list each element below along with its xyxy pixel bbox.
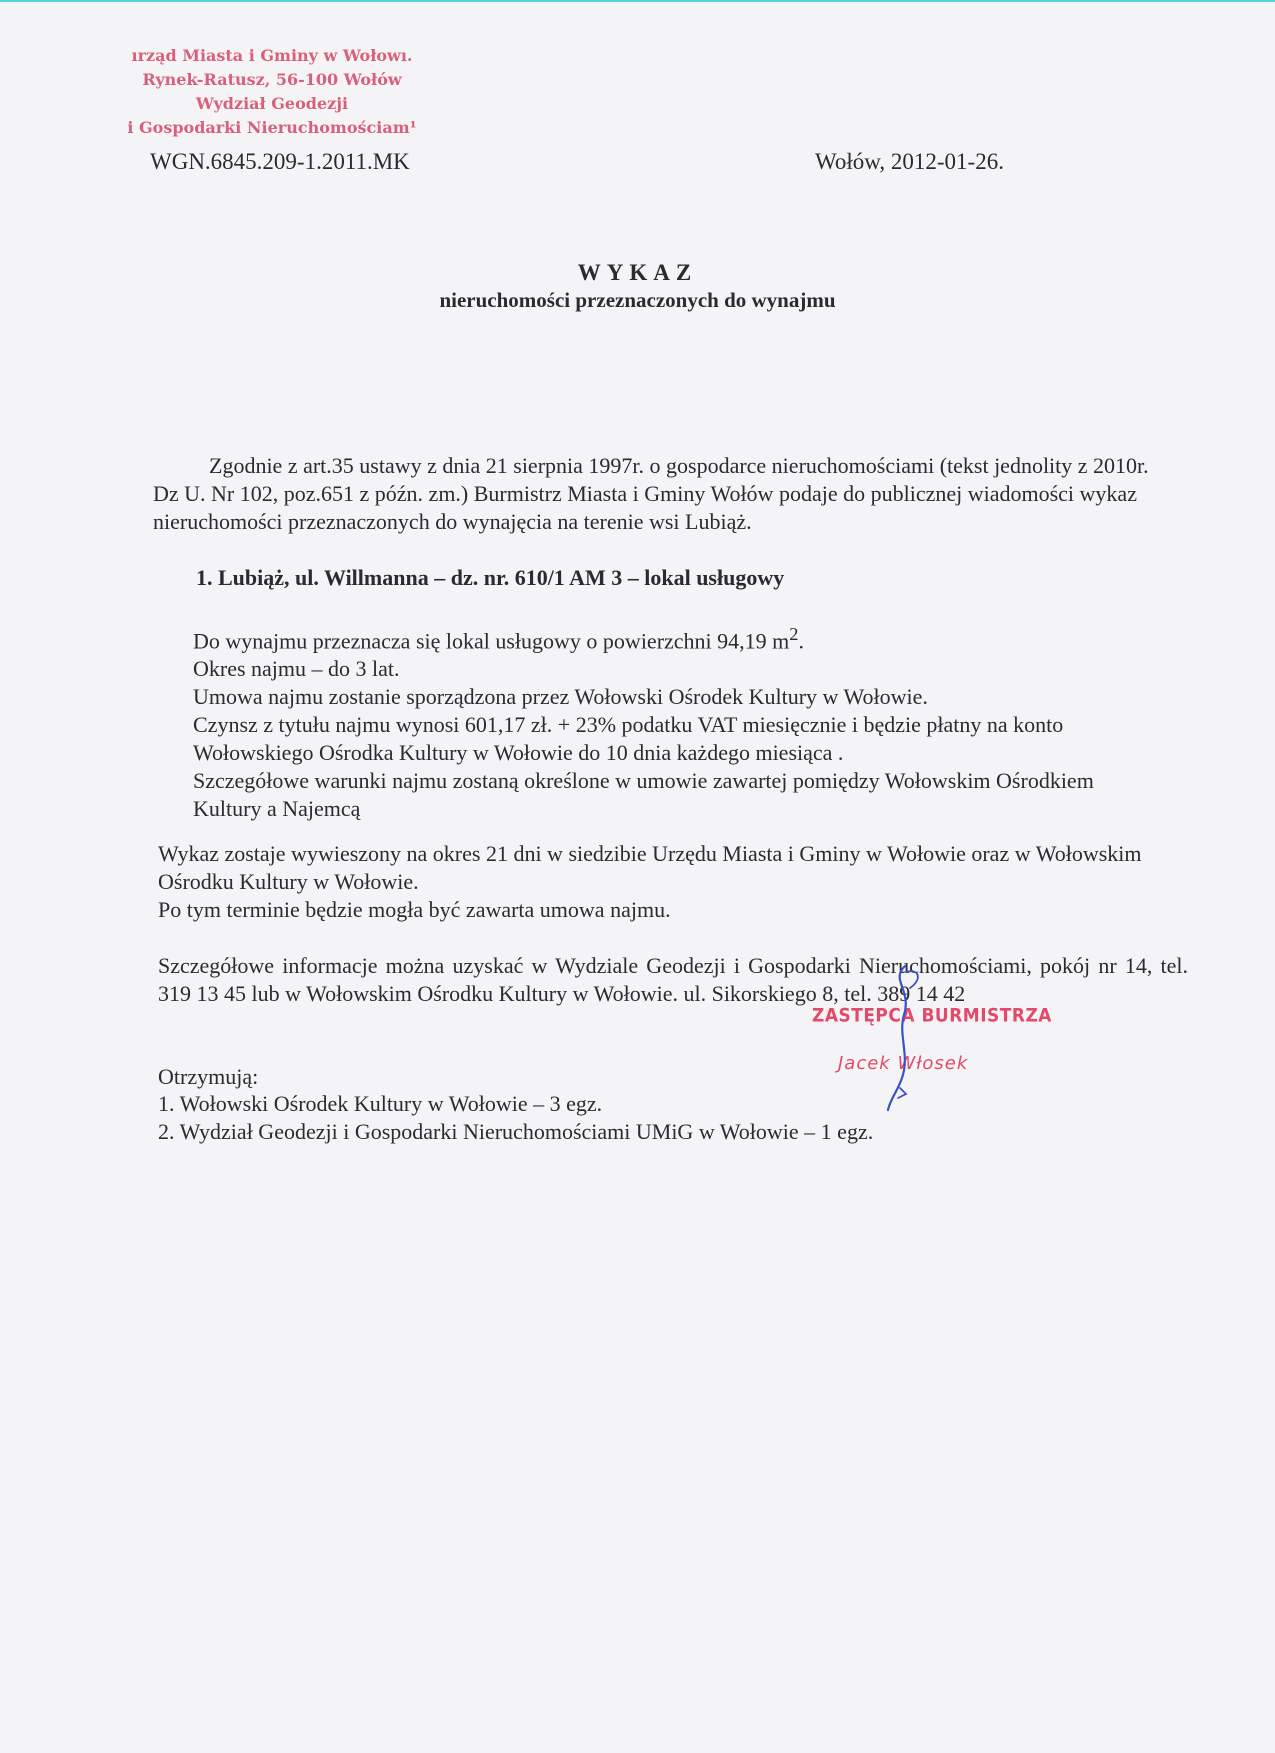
area-text: Do wynajmu przeznacza się lokal usługowy o powierzchni 94,19 m bbox=[193, 628, 790, 654]
intro-text: Zgodnie z art.35 ustawy z dnia 21 sierpnia 1997r. o gospodarce nieruchomościami (tekst jednolity z 2010r. Dz U. Nr 102, poz.651 z późn. zm.) Burmistrz Miasta i Gminy Wołów podaje do publicznej wiadomości wykaz nieruchomości przeznaczonych do wynajęcia na terenie wsi Lubiąż. bbox=[153, 453, 1149, 534]
scan-top-edge bbox=[0, 0, 1275, 2]
signature-stamp-name: Jacek Włosek bbox=[838, 1053, 969, 1074]
document-date: Wołów, 2012-01-26. bbox=[815, 149, 1004, 174]
page-subtitle: nieruchomości przeznaczonych do wynajmu bbox=[439, 288, 836, 312]
posting-line: Po tym terminie będzie mogła być zawarta umowa najmu. bbox=[158, 897, 671, 922]
area-superscript: 2 bbox=[789, 624, 799, 644]
page-title: WYKAZ bbox=[577, 260, 698, 285]
posting-line: Wykaz zostaje wywieszony na okres 21 dni w siedzibie Urzędu Miasta i Gminy w Wołowie oraz w Wołowskim Ośrodku Kultury w Wołowie. bbox=[158, 841, 1142, 894]
signature-stroke-loop bbox=[906, 971, 918, 988]
signature-stroke-main bbox=[888, 966, 906, 1110]
area-line bbox=[193, 620, 1153, 655]
receivers-list bbox=[158, 1090, 873, 1146]
contract-line: Umowa najmu zostanie sporządzona przez Wołowski Ośrodek Kultury w Wołowie. bbox=[193, 684, 928, 710]
office-stamp-line: ırząd Miasta i Gminy w Wołowı. bbox=[131, 46, 413, 65]
list-item: 2. Wydział Geodezji i Gospodarki Nieruchomościami UMiG w Wołowie – 1 egz. bbox=[158, 1119, 874, 1144]
signature-stamp-title: ZASTĘPCA BURMISTRZA bbox=[812, 1005, 1052, 1027]
intro-paragraph bbox=[153, 452, 1153, 536]
rental-period: Okres najmu – do 3 lat. bbox=[193, 656, 400, 682]
signature-stroke-tail bbox=[898, 1088, 906, 1098]
terms-line: Szczegółowe warunki najmu zostaną określone w umowie zawartej pomiędzy Wołowskim Ośrodkiem Kultury a Najemcą bbox=[193, 768, 1094, 822]
posting-paragraph bbox=[158, 840, 1168, 924]
receivers-label: Otrzymują: bbox=[158, 1064, 259, 1089]
handwritten-signature bbox=[860, 960, 940, 1120]
list-item: 1. Wołowski Ośrodek Kultury w Wołowie – 3 egz. bbox=[158, 1091, 603, 1116]
office-stamp-line: i Gospodarki Nieruchomościam¹ bbox=[127, 118, 417, 137]
area-end: . bbox=[798, 628, 804, 654]
contact-text: Szczegółowe informacje można uzyskać w Wydziale Geodezji i Gospodarki Nieruchomościami, pokój nr 14, tel. 319 13 45 lub w Wołowskim Ośrodku Kultury w Wołowie. ul. Sikorskiego 8, tel. 389 14 42 bbox=[158, 953, 1188, 1006]
office-stamp-line: Rynek-Ratusz, 56-100 Wołów bbox=[142, 70, 402, 89]
reference-number: WGN.6845.209-1.2011.MK bbox=[150, 149, 410, 174]
property-details bbox=[193, 620, 1153, 823]
contact-paragraph bbox=[158, 952, 1188, 1008]
office-stamp-line: Wydział Geodezji bbox=[195, 94, 349, 113]
rent-line: Czynsz z tytułu najmu wynosi 601,17 zł. + 23% podatku VAT miesięcznie i będzie płatny na konto Wołowskiego Ośrodka Kultury w Wołowie do 10 dnia każdego miesiąca . bbox=[193, 712, 1064, 766]
property-heading: 1. Lubiąż, ul. Willmanna – dz. nr. 610/1 AM 3 – lokal usługowy bbox=[196, 565, 785, 590]
office-stamp bbox=[122, 44, 422, 140]
